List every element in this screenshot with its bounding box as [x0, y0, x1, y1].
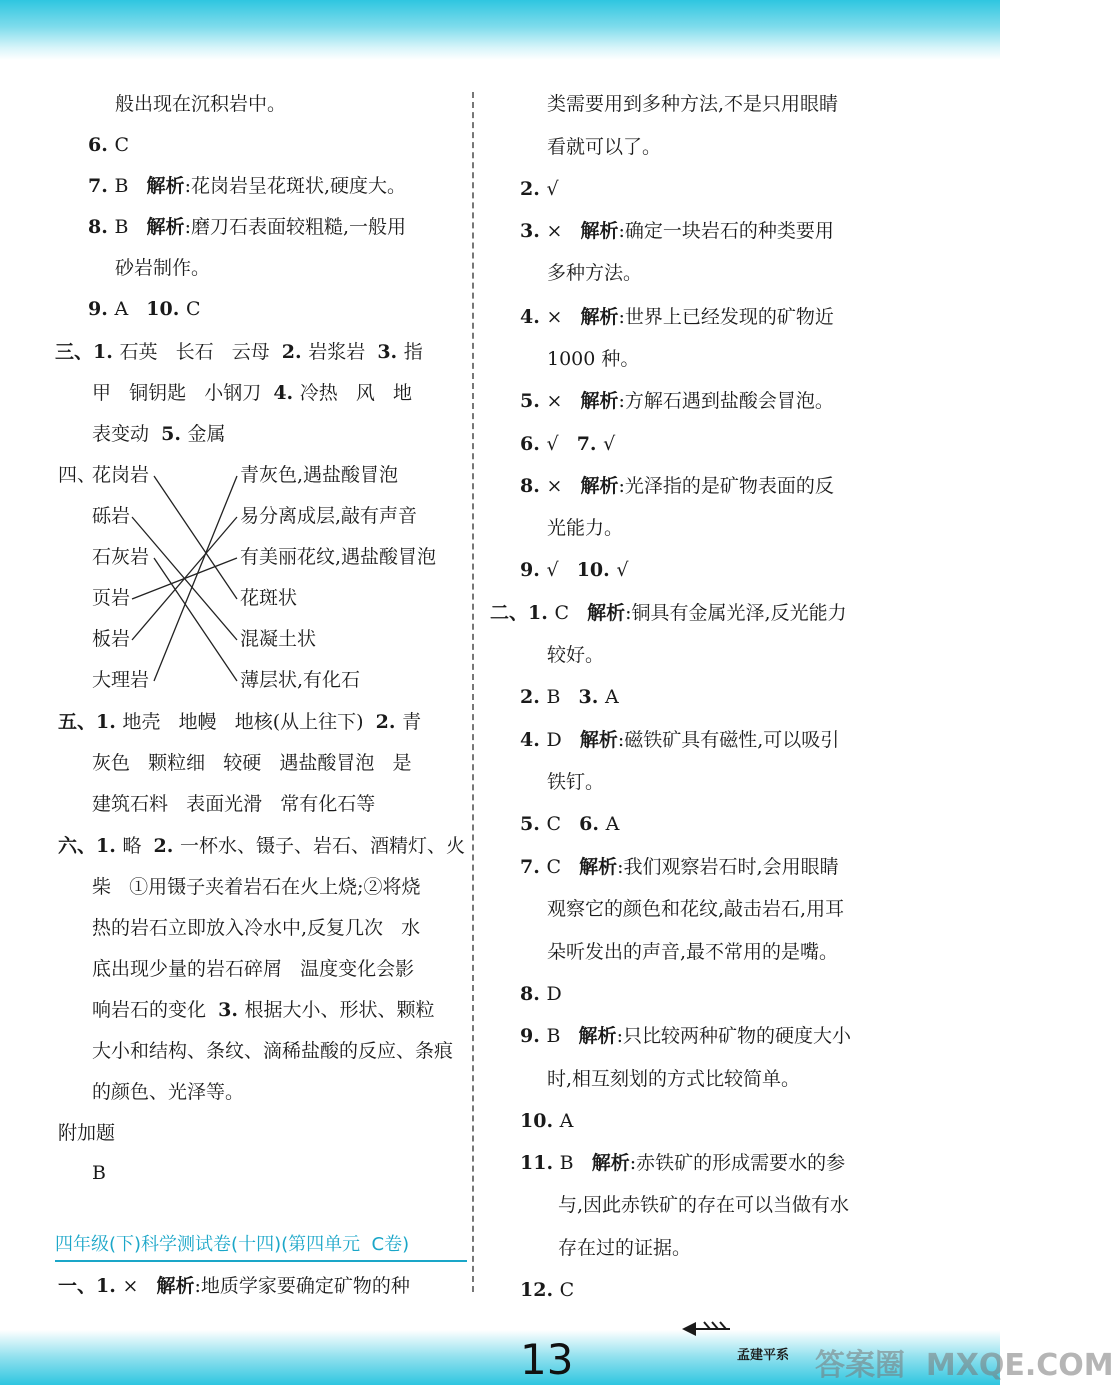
explanation-label: 解析 [587, 602, 626, 624]
item-number: 3. [578, 686, 605, 708]
item-text: D [546, 729, 580, 751]
item-text: 底出现少量的岩石碎屑 温度变化会影 [92, 958, 415, 980]
item-text: 地壳 地幔 地核(从上往下) [122, 711, 376, 733]
explanation-label: 解析 [591, 1152, 630, 1174]
matching-left-item: 板岩 [92, 628, 131, 650]
item-text: :赤铁矿的形成需要水的参 [629, 1152, 846, 1174]
item-number: 3. [218, 999, 245, 1021]
item-number: 10. [520, 1110, 560, 1132]
item-text: 根据大小、形状、颗粒 [244, 999, 435, 1021]
matching-left-item: 石灰岩 [92, 546, 150, 568]
item-number: 5. [520, 813, 547, 835]
item-number: 6. [520, 433, 547, 455]
item-text: 石英 长石 云母 [119, 341, 282, 363]
item-text: 般出现在沉积岩中。 [115, 93, 287, 115]
matching-line [154, 558, 237, 681]
matching-right-item: 易分离成层,敲有声音 [240, 505, 418, 527]
matching-right-item: 混凝土状 [240, 628, 317, 650]
publisher-label: 孟建平系 [737, 1348, 790, 1363]
item-text: :方解石遇到盐酸会冒泡。 [618, 390, 834, 412]
item-text: B [559, 1152, 592, 1174]
item-number: 10. [146, 298, 186, 320]
item-number: 6. [579, 813, 606, 835]
item-text: × [546, 390, 581, 412]
item-text: √ [616, 559, 629, 581]
matching-right-item: 薄层状,有化石 [240, 669, 361, 691]
explanation-label: 解析 [146, 175, 185, 197]
item-number: 11. [520, 1152, 560, 1174]
item-text: C [185, 298, 201, 320]
item-text: √ [546, 559, 577, 581]
item-text: 青 [402, 711, 422, 733]
item-text: B [114, 216, 147, 238]
matching-line [154, 476, 237, 599]
item-text: :我们观察岩石时,会用眼睛 [617, 856, 839, 878]
watermark: 答案圈 MXQE.COM [815, 1348, 1114, 1383]
item-text: C [559, 1279, 575, 1301]
item-text: B [546, 686, 579, 708]
item-text: × [546, 220, 581, 242]
explanation-label: 解析 [580, 390, 619, 412]
matching-left-item: 大理岩 [92, 669, 150, 691]
matching-left-item: 页岩 [92, 587, 131, 609]
item-number: 12. [520, 1279, 560, 1301]
item-text: 时,相互刻划的方式比较简单。 [547, 1068, 801, 1090]
item-text: B [546, 1025, 579, 1047]
item-number: 9. [88, 298, 115, 320]
item-number: 4. [520, 306, 547, 328]
item-text: C [546, 813, 580, 835]
item-number: 2. [520, 178, 547, 200]
item-number: 7. [88, 175, 115, 197]
matching-right-item: 青灰色,遇盐酸冒泡 [240, 464, 399, 486]
matching-right-item: 花斑状 [240, 587, 298, 609]
item-number: 3. [520, 220, 547, 242]
explanation-label: 解析 [580, 475, 619, 497]
item-text: 多种方法。 [547, 262, 643, 284]
item-text: 建筑石料 表面光滑 常有化石等 [92, 793, 376, 815]
matching-left-item: 花岗岩 [92, 464, 150, 486]
item-number: 7. [576, 433, 604, 455]
item-text: √ [603, 433, 616, 455]
item-number: 7. [520, 856, 547, 878]
section-title: 四年级(下)科学测试卷(十四)(第四单元 C卷) [55, 1234, 410, 1255]
item-number: 10. [576, 559, 617, 581]
section-title-rule [55, 1260, 467, 1262]
item-text: 铁钉。 [547, 771, 605, 793]
item-number: 2. [520, 686, 547, 708]
item-text: 砂岩制作。 [115, 257, 211, 279]
item-text: :确定一块岩石的种类要用 [618, 220, 834, 242]
item-text: √ [546, 178, 559, 200]
item-text: 金属 [187, 423, 226, 445]
item-number: 9. [520, 559, 547, 581]
item-text: C [554, 602, 588, 624]
item-text: 冷热 风 地 [299, 382, 413, 404]
item-number: 9. [520, 1025, 547, 1047]
item-text: A [605, 686, 619, 708]
matching-section-label: 四、 [58, 464, 97, 486]
item-number: 五、1. [58, 711, 123, 733]
item-text: 灰色 颗粒细 较硬 遇盐酸冒泡 是 [92, 752, 412, 774]
item-text: 类需要用到多种方法,不是只用眼睛 [547, 93, 839, 115]
item-number: 3. [377, 341, 404, 363]
item-number: 4. [273, 382, 300, 404]
item-text: 看就可以了。 [547, 136, 662, 158]
item-text: 指 [403, 341, 423, 363]
item-text: 朵听发出的声音,最不常用的是嘴。 [547, 941, 839, 963]
item-text: A [559, 1110, 574, 1132]
item-number: 8. [88, 216, 115, 238]
item-text: C [114, 134, 129, 156]
item-number: 2. [153, 835, 180, 857]
item-number: 8. [520, 983, 547, 1005]
explanation-label: 解析 [580, 306, 619, 328]
item-text: 与,因此赤铁矿的存在可以当做有水 [558, 1194, 850, 1216]
item-number: 2. [281, 341, 309, 363]
item-text: × [122, 1275, 157, 1297]
item-number: 6. [88, 134, 115, 156]
item-text: √ [546, 433, 577, 455]
matching-right-item: 有美丽花纹,遇盐酸冒泡 [240, 546, 437, 568]
explanation-label: 解析 [146, 216, 185, 238]
item-text: 的颜色、光泽等。 [92, 1081, 245, 1103]
item-number: 4. [520, 729, 547, 751]
item-text: :磁铁矿具有磁性,可以吸引 [617, 729, 840, 751]
item-text: :铜具有金属光泽,反光能力 [625, 602, 847, 624]
item-text: :地质学家要确定矿物的种 [194, 1275, 410, 1297]
item-text: 附加题 [58, 1122, 116, 1144]
matching-left-item: 砾岩 [92, 505, 131, 527]
item-text: 略 [122, 835, 154, 857]
item-text: B [114, 175, 147, 197]
arrow-icon [682, 1317, 732, 1341]
item-text: :磨刀石表面较粗糙,一般用 [184, 216, 407, 238]
item-text: :只比较两种矿物的硬度大小 [616, 1025, 851, 1047]
item-text: B [92, 1162, 106, 1184]
explanation-label: 解析 [580, 220, 619, 242]
item-text: × [546, 306, 581, 328]
item-text: 1000 种。 [547, 348, 640, 370]
explanation-label: 解析 [579, 729, 618, 751]
item-text: 观察它的颜色和花纹,敲击岩石,用耳 [547, 898, 845, 920]
item-text: 甲 铜钥匙 小钢刀 [92, 382, 274, 404]
item-text: 热的岩石立即放入冷水中,反复几次 水 [92, 917, 421, 939]
explanation-label: 解析 [579, 856, 618, 878]
item-number: 二、1. [490, 602, 555, 624]
item-text: 光能力。 [547, 517, 624, 539]
item-number: 5. [520, 390, 547, 412]
item-number: 三、1. [55, 341, 120, 363]
item-text: :花岗岩呈花斑状,硬度大。 [184, 175, 407, 197]
item-text: :世界上已经发现的矿物近 [618, 306, 834, 328]
item-text: 较好。 [547, 644, 605, 666]
item-number: 六、1. [58, 835, 123, 857]
item-text: A [114, 298, 147, 320]
item-text: D [546, 983, 562, 1005]
item-text: 一杯水、镊子、岩石、酒精灯、火 [180, 835, 466, 857]
item-number: 8. [520, 475, 547, 497]
item-number: 2. [375, 711, 403, 733]
item-text: 存在过的证据。 [558, 1237, 692, 1259]
item-text: 柴 ①用镊子夹着岩石在火上烧;②将烧 [92, 876, 421, 898]
matching-line [154, 476, 237, 681]
item-text: × [546, 475, 581, 497]
item-text: 岩浆岩 [308, 341, 378, 363]
item-text: 大小和结构、条纹、滴稀盐酸的反应、条痕 [92, 1040, 454, 1062]
item-text: A [605, 813, 620, 835]
item-number: 一、1. [58, 1275, 123, 1297]
item-text: 表变动 [92, 423, 162, 445]
item-text: 响岩石的变化 [92, 999, 219, 1021]
explanation-label: 解析 [578, 1025, 617, 1047]
explanation-label: 解析 [156, 1275, 195, 1297]
item-text: C [546, 856, 580, 878]
item-text: :光泽指的是矿物表面的反 [618, 475, 834, 497]
item-number: 5. [161, 423, 188, 445]
page-number: 13 [520, 1335, 574, 1384]
